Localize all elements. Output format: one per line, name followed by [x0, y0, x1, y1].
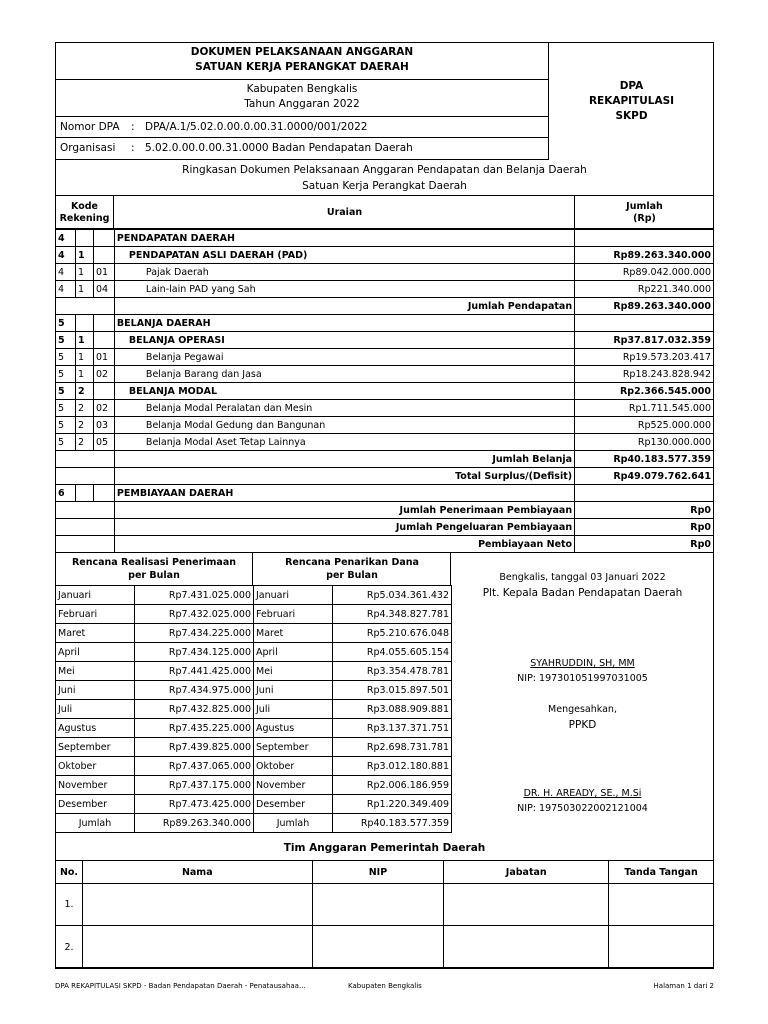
table-row [56, 485, 714, 502]
uraian: Pajak Daerah [114, 264, 574, 281]
uraian: Belanja Modal Gedung dan Bangunan [114, 417, 574, 434]
table-row [56, 681, 452, 700]
kode-1: 4 [56, 247, 76, 264]
empty-kode [56, 468, 115, 485]
signer-name-2: DR. H. AREADY, SE., M.Si [523, 788, 642, 799]
month-label: September [56, 738, 135, 757]
jumlah: Rp89.263.340.000 [575, 247, 714, 264]
empty-kode [56, 451, 115, 468]
kode-3: 03 [93, 417, 114, 434]
kode-1: 5 [56, 434, 76, 451]
jumlah [575, 485, 714, 502]
summary-line1: Ringkasan Dokumen Pelaksanaan Anggaran Pendapatan dan Belanja Daerah [182, 164, 587, 176]
table-row [56, 247, 714, 264]
penerimaan-title-line2: per Bulan [128, 570, 180, 581]
jumlah: Rp0 [575, 502, 714, 519]
dpa-label: Nomor DPA [60, 121, 120, 133]
month-label: Maret [254, 624, 333, 643]
month-label: September [254, 738, 333, 757]
doc-title-line2: SATUAN KERJA PERANGKAT DAERAH [195, 61, 409, 73]
uraian: Belanja Pegawai [114, 349, 574, 366]
penerimaan-total: Rp89.263.340.000 [135, 814, 254, 833]
signer-position-2: PPKD [568, 719, 597, 731]
kode-3: 05 [93, 434, 114, 451]
penarikan-total: Rp40.183.577.359 [333, 814, 452, 833]
doc-type-line3: SKPD [615, 110, 648, 122]
table-row [56, 738, 452, 757]
month-label: Juni [254, 681, 333, 700]
uraian: Belanja Modal Peralatan dan Mesin [114, 400, 574, 417]
penerimaan-value: Rp7.437.065.000 [135, 757, 254, 776]
summary-line2: Satuan Kerja Perangkat Daerah [302, 180, 467, 192]
uraian: PENDAPATAN ASLI DAERAH (PAD) [114, 247, 574, 264]
jumlah: Rp1.711.545.000 [575, 400, 714, 417]
month-label: Agustus [254, 719, 333, 738]
jumlah: Rp37.817.032.359 [575, 332, 714, 349]
table-row [56, 230, 714, 247]
kode-1: 5 [56, 366, 76, 383]
team-signature [609, 926, 714, 969]
team-no: 1. [56, 884, 83, 926]
kode-2: 2 [75, 400, 93, 417]
doc-type-line1: DPA [619, 80, 644, 92]
footer-left: DPA REKAPITULASI SKPD - Badan Pendapatan Daerah - Penatausahaa... [55, 982, 306, 990]
table-row [56, 662, 452, 681]
jumlah: Rp40.183.577.359 [575, 451, 714, 468]
budget-table [55, 229, 714, 553]
penarikan-value: Rp3.015.897.501 [333, 681, 452, 700]
month-label: November [254, 776, 333, 795]
penarikan-value: Rp4.348.827.781 [333, 605, 452, 624]
table-row [56, 468, 714, 485]
uraian: PENDAPATAN DAERAH [114, 230, 574, 247]
table-row [56, 926, 714, 969]
month-label: April [56, 643, 135, 662]
month-label: Februari [254, 605, 333, 624]
team-header-nama: Nama [82, 861, 312, 884]
kode-3: 02 [93, 400, 114, 417]
kode-3 [93, 485, 114, 502]
penarikan-value: Rp4.055.605.154 [333, 643, 452, 662]
month-label: Oktober [56, 757, 135, 776]
kode-3: 04 [93, 281, 114, 298]
table-row [56, 536, 714, 553]
penarikan-value: Rp5.210.676.048 [333, 624, 452, 643]
table-row [56, 264, 714, 281]
table-row [56, 349, 714, 366]
subtotal-label: Total Surplus/(Defisit) [114, 468, 574, 485]
empty-kode [56, 502, 115, 519]
penarikan-value: Rp1.220.349.409 [333, 795, 452, 814]
penarikan-value: Rp5.034.361.432 [333, 586, 452, 605]
signer-name-1: SYAHRUDDIN, SH, MM [530, 658, 635, 669]
col-header-jumlah-line2: (Rp) [633, 213, 656, 224]
penerimaan-value: Rp7.434.975.000 [135, 681, 254, 700]
budget-year: Tahun Anggaran 2022 [244, 98, 360, 110]
table-row [56, 586, 452, 605]
table-row [56, 719, 452, 738]
team-signature [609, 884, 714, 926]
kode-1: 5 [56, 315, 76, 332]
kode-2: 1 [75, 264, 93, 281]
uraian: BELANJA OPERASI [114, 332, 574, 349]
penerimaan-title-line1: Rencana Realisasi Penerimaan [71, 557, 237, 568]
penerimaan-value: Rp7.432.825.000 [135, 700, 254, 719]
kode-1: 4 [56, 281, 76, 298]
team-no: 2. [56, 926, 83, 969]
month-label: Oktober [254, 757, 333, 776]
jumlah: Rp0 [575, 536, 714, 553]
col-header-kode-line1: Kode [71, 201, 98, 212]
month-label: Juni [56, 681, 135, 700]
kode-2: 1 [75, 366, 93, 383]
kode-1: 5 [56, 417, 76, 434]
col-header-jumlah-line1: Jumlah [626, 201, 663, 212]
penerimaan-value: Rp7.434.225.000 [135, 624, 254, 643]
month-label: Agustus [56, 719, 135, 738]
dpa-number: DPA/A.1/5.02.0.00.0.00.31.0000/001/2022 [145, 121, 368, 133]
team-nama [82, 884, 312, 926]
jumlah [575, 315, 714, 332]
signature-block [451, 553, 714, 835]
jumlah: Rp89.042.000.000 [575, 264, 714, 281]
kode-3 [93, 230, 114, 247]
month-label: Januari [254, 586, 333, 605]
org-label: Organisasi [60, 142, 116, 154]
uraian: Lain-lain PAD yang Sah [114, 281, 574, 298]
jumlah: Rp18.243.828.942 [575, 366, 714, 383]
kode-3 [93, 383, 114, 400]
org-separator: : [131, 142, 135, 154]
kode-2: 1 [75, 281, 93, 298]
penerimaan-value: Rp7.434.125.000 [135, 643, 254, 662]
table-row [56, 643, 452, 662]
month-label: Juli [254, 700, 333, 719]
jumlah: Rp19.573.203.417 [575, 349, 714, 366]
kode-1: 4 [56, 264, 76, 281]
team-nama [82, 926, 312, 969]
kode-2: 1 [75, 332, 93, 349]
table-row [56, 451, 714, 468]
footer-right: Halaman 1 dari 2 [653, 982, 714, 990]
month-label: Mei [56, 662, 135, 681]
table-row [56, 861, 714, 884]
penarikan-title-line1: Rencana Penarikan Dana [285, 557, 419, 568]
month-label: Desember [254, 795, 333, 814]
jumlah: Rp89.263.340.000 [575, 298, 714, 315]
kode-2: 2 [75, 417, 93, 434]
month-label: Januari [56, 586, 135, 605]
kode-3 [93, 332, 114, 349]
col-header-uraian-label: Uraian [326, 207, 363, 218]
uraian: Belanja Modal Aset Tetap Lainnya [114, 434, 574, 451]
empty-kode [56, 298, 115, 315]
team-header-jabatan: Jabatan [444, 861, 609, 884]
table-row [56, 281, 714, 298]
uraian: BELANJA DAERAH [114, 315, 574, 332]
month-label: Mei [254, 662, 333, 681]
empty-kode [56, 519, 115, 536]
month-total-label: Jumlah [56, 814, 135, 833]
month-label: Februari [56, 605, 135, 624]
month-total-label: Jumlah [254, 814, 333, 833]
jumlah: Rp49.079.762.641 [575, 468, 714, 485]
place-date: Bengkalis, tanggal 03 Januari 2022 [499, 572, 666, 583]
uraian: Belanja Barang dan Jasa [114, 366, 574, 383]
penarikan-value: Rp2.698.731.781 [333, 738, 452, 757]
penarikan-value: Rp3.354.478.781 [333, 662, 452, 681]
kode-3: 02 [93, 366, 114, 383]
subtotal-label: Jumlah Pengeluaran Pembiayaan [114, 519, 574, 536]
signer-nip-1: NIP: 197301051997031005 [517, 673, 648, 684]
table-row [56, 315, 714, 332]
kode-2: 1 [75, 247, 93, 264]
penarikan-value: Rp3.012.180.881 [333, 757, 452, 776]
penarikan-title-line2: per Bulan [326, 570, 378, 581]
subtotal-label: Jumlah Belanja [114, 451, 574, 468]
uraian: PEMBIAYAAN DAERAH [114, 485, 574, 502]
approve-label: Mengesahkan, [548, 704, 617, 715]
table-row [56, 814, 452, 833]
jumlah: Rp0 [575, 519, 714, 536]
kode-2 [75, 230, 93, 247]
kode-2: 1 [75, 349, 93, 366]
table-row [56, 502, 714, 519]
kode-2 [75, 485, 93, 502]
kode-2 [75, 315, 93, 332]
team-jabatan [444, 926, 609, 969]
col-header-kode-line2: Rekening [59, 213, 110, 224]
table-row [56, 434, 714, 451]
penerimaan-value: Rp7.439.825.000 [135, 738, 254, 757]
table-row [56, 400, 714, 417]
kode-1: 5 [56, 332, 76, 349]
table-row [56, 366, 714, 383]
team-nip [312, 884, 444, 926]
region-name: Kabupaten Bengkalis [246, 83, 358, 95]
kode-1: 6 [56, 485, 76, 502]
empty-kode [56, 536, 115, 553]
month-label: Juli [56, 700, 135, 719]
jumlah: Rp130.000.000 [575, 434, 714, 451]
subtotal-label: Jumlah Penerimaan Pembiayaan [114, 502, 574, 519]
doc-title-line1: DOKUMEN PELAKSANAAN ANGGARAN [190, 46, 414, 58]
penarikan-value: Rp2.006.186.959 [333, 776, 452, 795]
kode-3: 01 [93, 349, 114, 366]
kode-2: 2 [75, 383, 93, 400]
penerimaan-value: Rp7.431.025.000 [135, 586, 254, 605]
team-header-no: No. [56, 861, 83, 884]
kode-1: 5 [56, 383, 76, 400]
team-title: Tim Anggaran Pemerintah Daerah [283, 842, 486, 854]
doc-type-line2: REKAPITULASI [588, 95, 675, 107]
team-jabatan [444, 884, 609, 926]
month-label: April [254, 643, 333, 662]
jumlah: Rp2.366.545.000 [575, 383, 714, 400]
penerimaan-value: Rp7.435.225.000 [135, 719, 254, 738]
kode-1: 5 [56, 400, 76, 417]
dpa-separator: : [131, 121, 135, 133]
penerimaan-value: Rp7.441.425.000 [135, 662, 254, 681]
penerimaan-value: Rp7.437.175.000 [135, 776, 254, 795]
uraian: BELANJA MODAL [114, 383, 574, 400]
kode-2: 2 [75, 434, 93, 451]
month-label: Desember [56, 795, 135, 814]
footer-center: Kabupaten Bengkalis [348, 982, 422, 990]
table-row [56, 332, 714, 349]
table-row [56, 795, 452, 814]
team-table [55, 860, 714, 969]
table-row [56, 298, 714, 315]
penarikan-value: Rp3.088.909.881 [333, 700, 452, 719]
table-row [56, 417, 714, 434]
table-row [56, 757, 452, 776]
kode-3 [93, 247, 114, 264]
subtotal-label: Pembiayaan Neto [114, 536, 574, 553]
org-value: 5.02.0.00.0.00.31.0000 Badan Pendapatan Daerah [145, 142, 413, 154]
penarikan-value: Rp3.137.371.751 [333, 719, 452, 738]
team-header-nip: NIP [312, 861, 444, 884]
signer-position-1: Plt. Kepala Badan Pendapatan Daerah [482, 587, 683, 599]
monthly-table [55, 585, 452, 833]
table-row [56, 624, 452, 643]
team-nip [312, 926, 444, 969]
jumlah: Rp525.000.000 [575, 417, 714, 434]
penerimaan-value: Rp7.432.025.000 [135, 605, 254, 624]
month-label: Maret [56, 624, 135, 643]
kode-1: 4 [56, 230, 76, 247]
table-row [56, 700, 452, 719]
kode-1: 5 [56, 349, 76, 366]
kode-3 [93, 315, 114, 332]
table-row [56, 776, 452, 795]
subtotal-label: Jumlah Pendapatan [114, 298, 574, 315]
signer-nip-2: NIP: 197503022002121004 [517, 803, 648, 814]
month-label: November [56, 776, 135, 795]
table-row [56, 884, 714, 926]
table-row [56, 383, 714, 400]
table-row [56, 519, 714, 536]
penerimaan-value: Rp7.473.425.000 [135, 795, 254, 814]
kode-3: 01 [93, 264, 114, 281]
jumlah: Rp221.340.000 [575, 281, 714, 298]
jumlah [575, 230, 714, 247]
table-row [56, 605, 452, 624]
team-header-ttd: Tanda Tangan [609, 861, 714, 884]
